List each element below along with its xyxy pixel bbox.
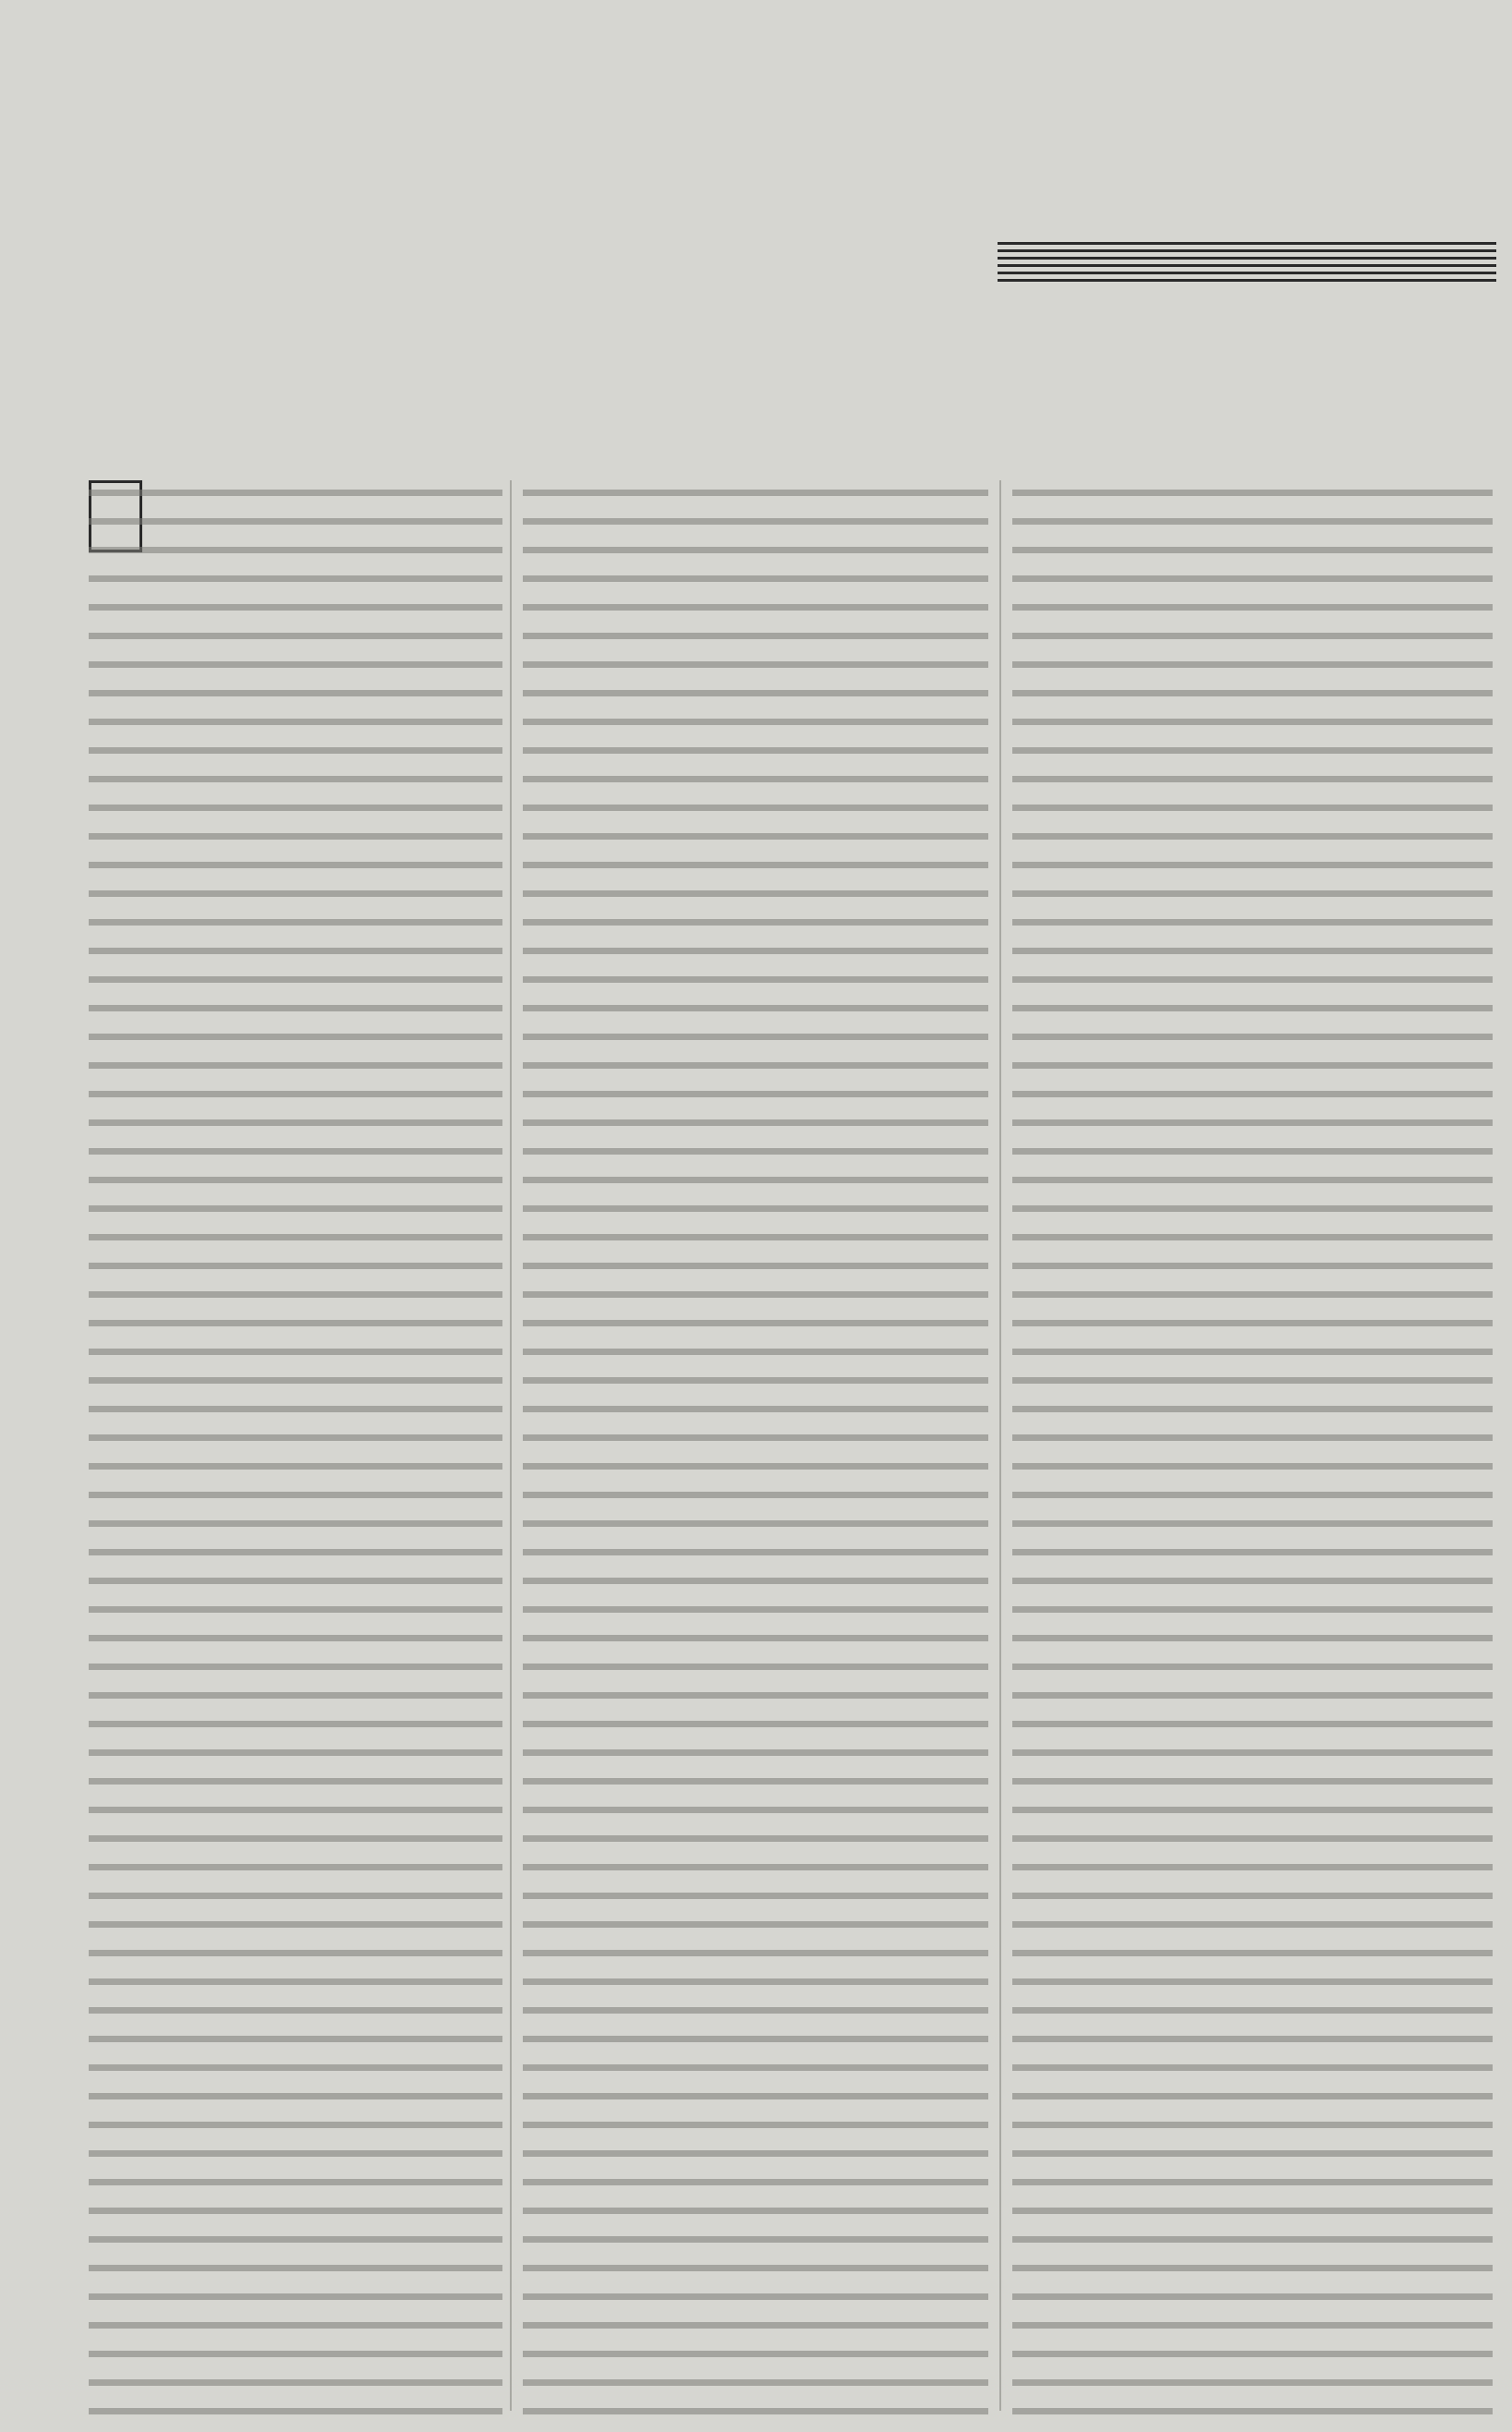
column-divider (510, 480, 512, 2411)
article-column-1 (89, 480, 502, 2420)
column-2-text (523, 480, 988, 2420)
column-1-text (89, 480, 502, 2420)
rubric-rule (998, 242, 1496, 283)
newspaper-stamp (813, 9, 1367, 59)
column-divider (999, 480, 1001, 2411)
article-column-3 (1012, 480, 1493, 2420)
article-column-2 (523, 480, 988, 2420)
article-title (135, 307, 1373, 451)
column-3-text (1012, 480, 1493, 2420)
date-stamp (212, 33, 545, 85)
city-stamp (951, 74, 1284, 122)
rubric-heading (92, 227, 979, 292)
